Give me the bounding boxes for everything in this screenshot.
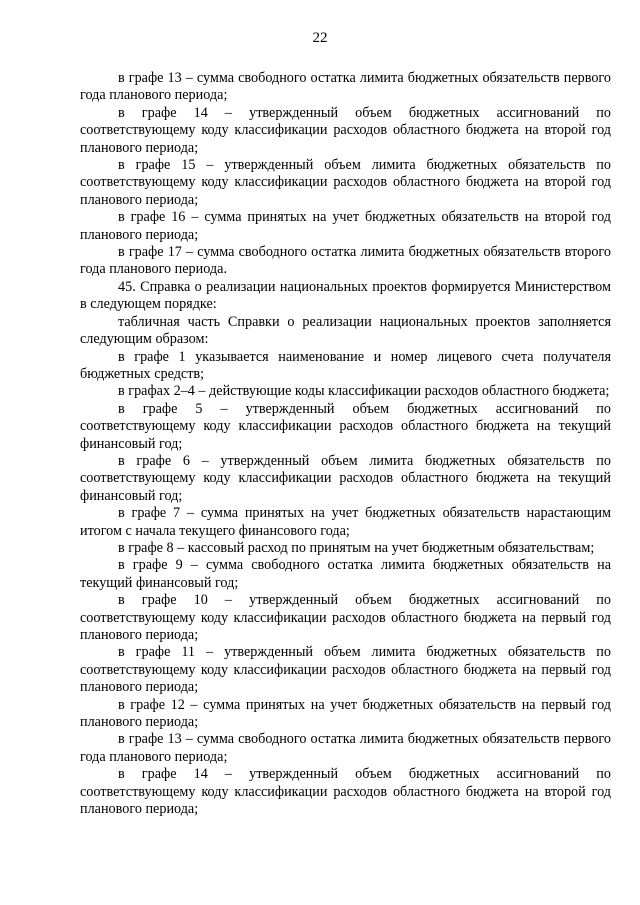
paragraph: в графе 8 – кассовый расход по принятым на учет бюджетным обязательствам; xyxy=(118,539,595,556)
paragraph: в графе 11 – утвержденный объем лимита бюджетных обязательств по соответствующему коду классификации расходов областного бюджета на первый год планового периода; xyxy=(80,644,611,696)
paragraph: в графе 7 – сумма принятых на учет бюджетных обязательств нарастающим итогом с начала текущего финансового года; xyxy=(80,505,611,539)
paragraph: в графе 12 – сумма принятых на учет бюджетных обязательств на первый год планового периода; xyxy=(80,696,611,731)
paragraph: в графе 14 – утвержденный объем бюджетных ассигнований по соответствующему коду классификации расходов областного бюджета на второй год планового периода; xyxy=(80,766,611,818)
paragraph: в графе 13 – сумма свободного остатка лимита бюджетных обязательств первого года планового периода; xyxy=(80,731,611,765)
paragraph: табличная часть Справки о реализации национальных проектов заполняется следующим образом: xyxy=(80,313,611,348)
paragraph: в графе 13 – сумма свободного остатка лимита бюджетных обязательств первого года планового периода; xyxy=(80,70,611,104)
paragraph: в графе 15 – утвержденный объем лимита бюджетных обязательств по соответствующему коду классификации расходов областного бюджета на второй год планового периода; xyxy=(80,157,611,208)
document-body xyxy=(80,70,611,818)
paragraph: в графе 10 – утвержденный объем бюджетных ассигнований по соответствующему коду классификации расходов областного бюджета на первый год планового периода; xyxy=(80,592,611,643)
paragraph: в графе 17 – сумма свободного остатка лимита бюджетных обязательств второго года планового периода. xyxy=(80,244,611,278)
paragraph: в графе 16 – сумма принятых на учет бюджетных обязательств на второй год планового периода; xyxy=(80,209,611,243)
paragraph: в графе 5 – утвержденный объем бюджетных ассигнований по соответствующему коду классификации расходов областного бюджета на текущий финансовый год; xyxy=(80,400,611,452)
paragraph: в графе 6 – утвержденный объем лимита бюджетных обязательств по соответствующему коду классификации расходов областного бюджета на текущий финансовый год; xyxy=(80,452,611,504)
paragraph: в графе 9 – сумма свободного остатка лимита бюджетных обязательств на текущий финансовый год; xyxy=(80,557,611,591)
paragraph: в графе 14 – утвержденный объем бюджетных ассигнований по соответствующему коду классификации расходов областного бюджета на второй год планового периода; xyxy=(80,104,611,156)
paragraph: в графах 2–4 – действующие коды классификации расходов областного бюджета; xyxy=(118,383,610,400)
paragraph: в графе 1 указывается наименование и номер лицевого счета получателя бюджетных средств; xyxy=(80,348,611,382)
page-number: 22 xyxy=(312,30,328,46)
section-45-heading: 45. Справка о реализации национальных проектов формируется Министерством в следующем порядке: xyxy=(80,278,611,313)
